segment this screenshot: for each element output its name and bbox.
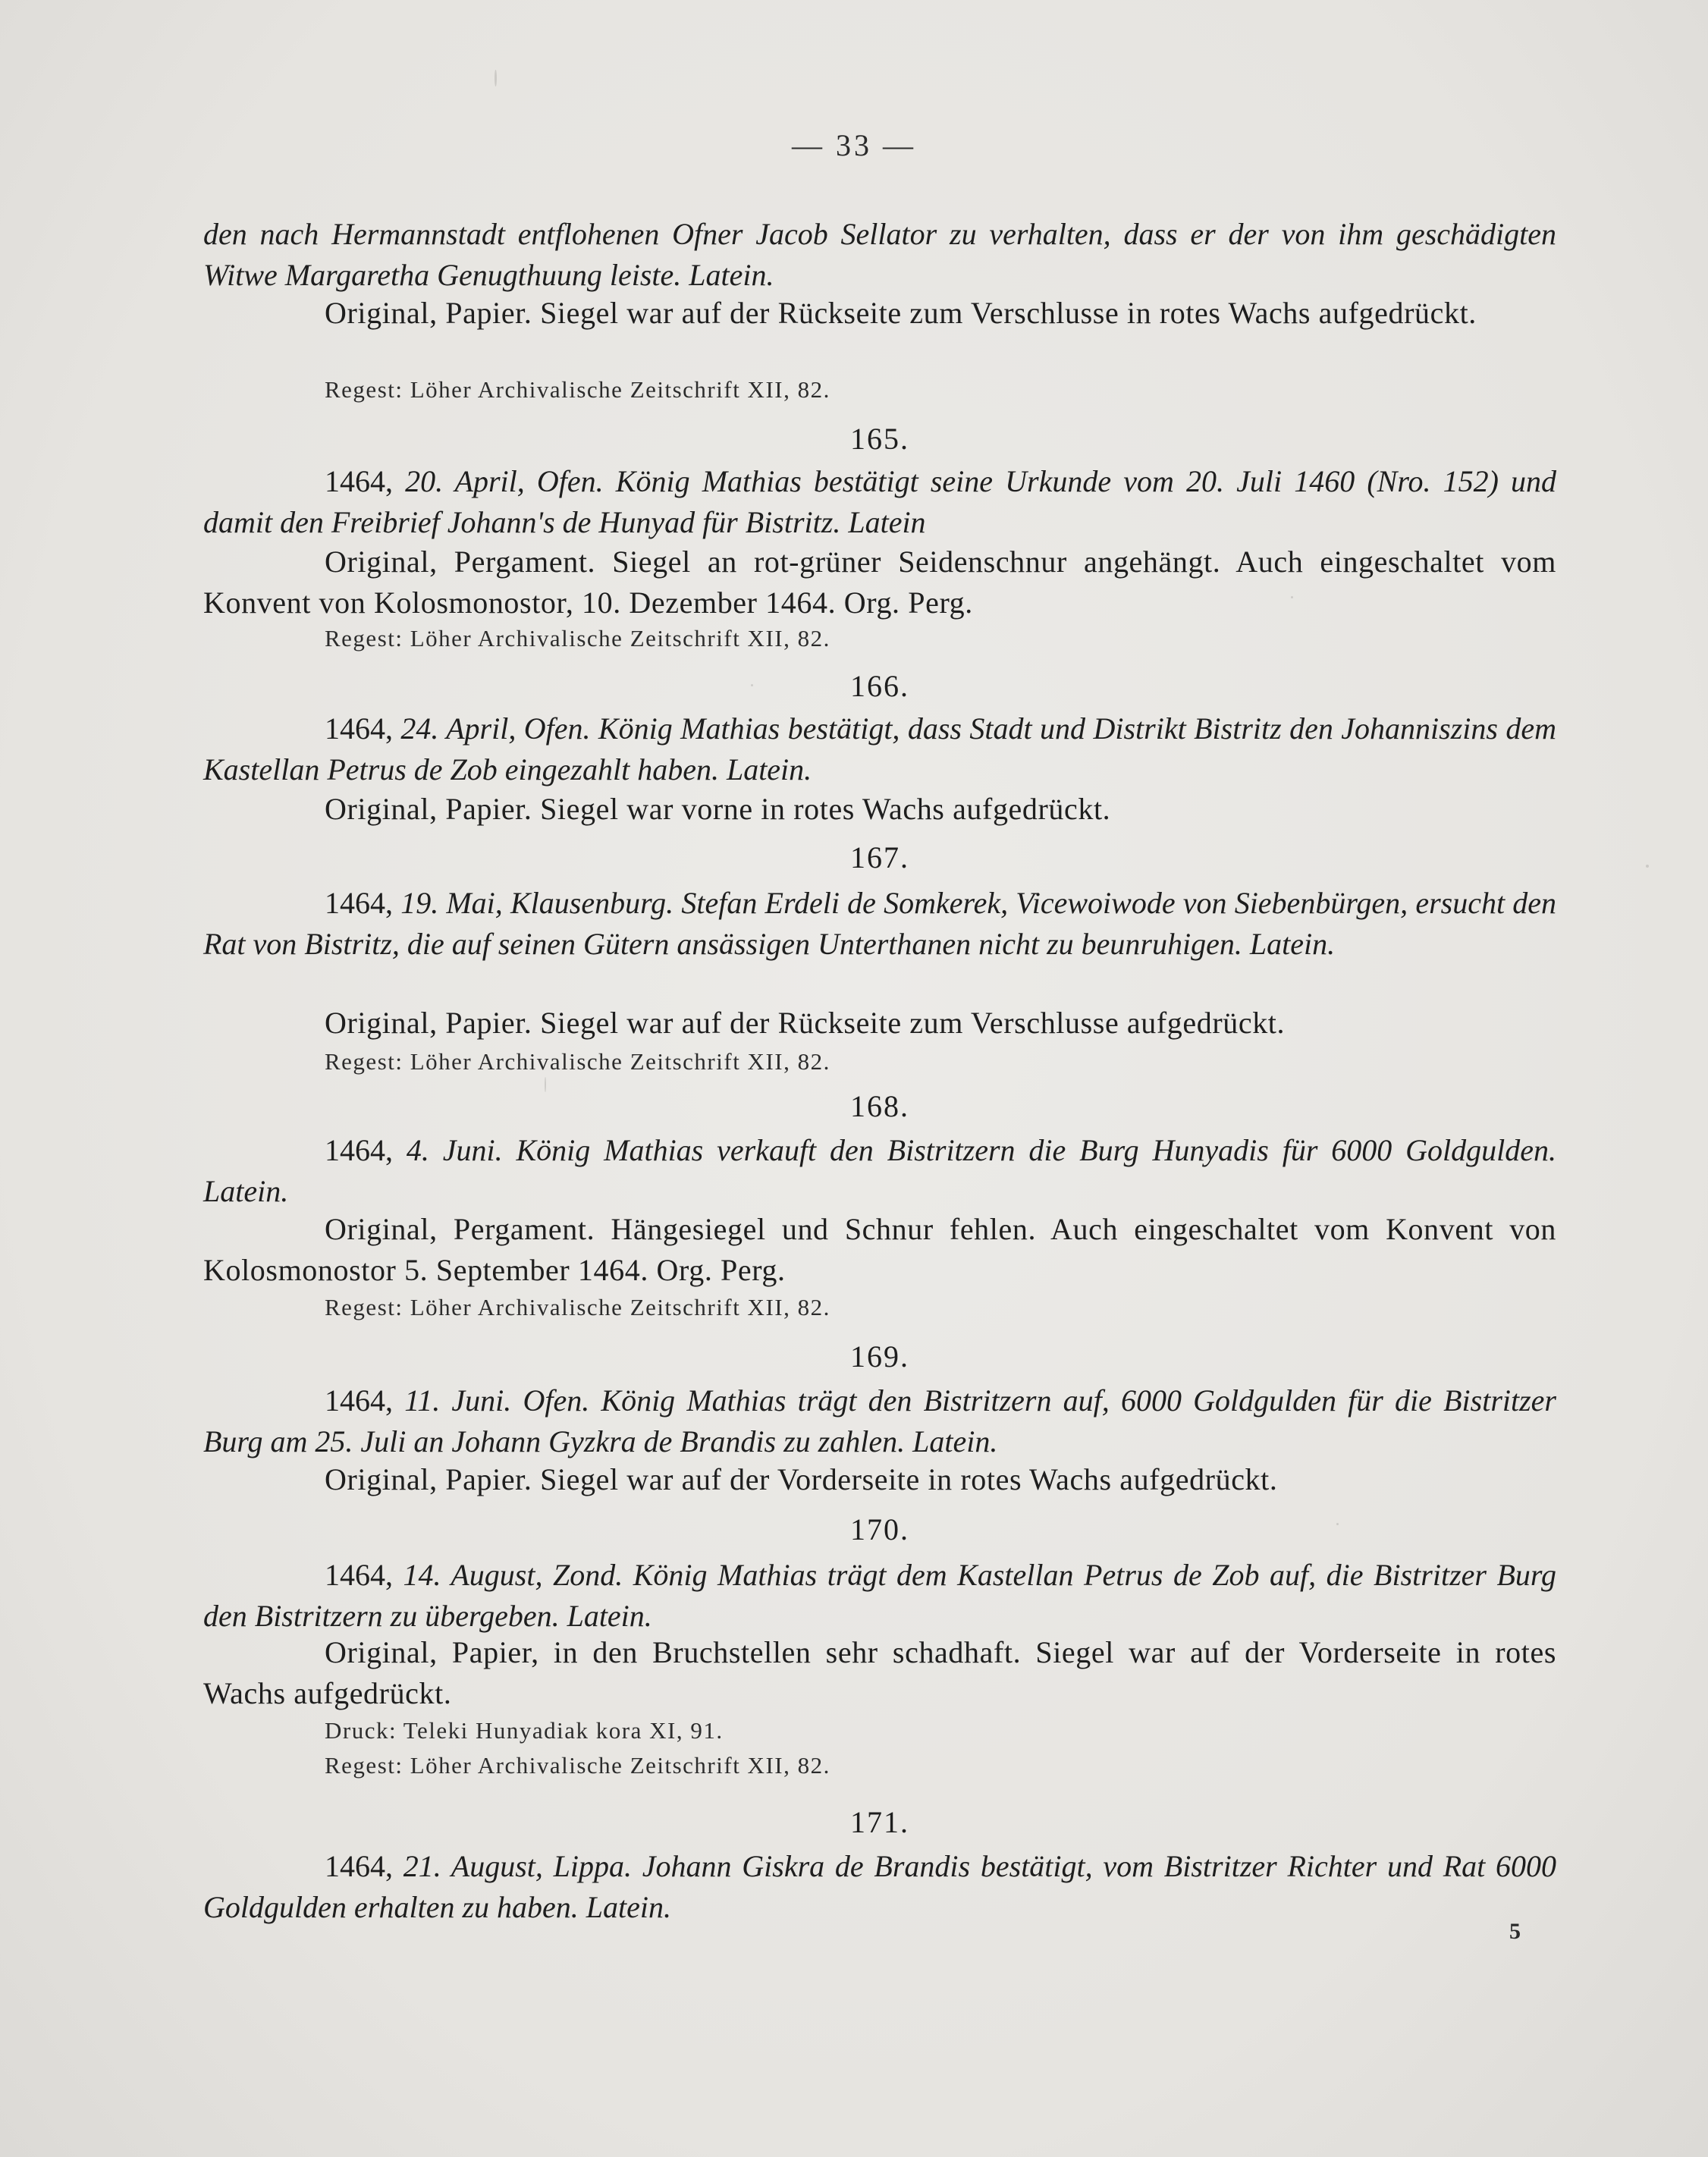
page-number: — 33 —	[792, 128, 916, 162]
entry-druck-170: Druck: Teleki Hunyadiak kora XI, 91.	[325, 1717, 724, 1744]
entry-original-166: Original, Papier. Siegel war vorne in rotes Wachs aufgedrückt.	[325, 792, 1111, 826]
entry-summary-165: 1464, 20. April, Ofen. König Mathias bestätigt seine Urkunde vom 20. Juli 1460 (Nro. 152) und damit den Freibrief Johann's de Hunyad für Bistritz. Latein	[203, 464, 1557, 539]
entry-number-165: 165.	[850, 422, 909, 456]
signature-mark: 5	[1509, 1919, 1521, 1944]
entry-date: 1464,	[325, 1558, 393, 1592]
intro-original-note: Original, Papier. Siegel war auf der Rückseite zum Verschlusse in rotes Wachs aufgedrückt.	[325, 296, 1477, 330]
entry-original-170: Original, Papier, in den Bruchstellen sehr schadhaft. Siegel war auf der Vorderseite in rotes Wachs aufgedrückt.	[203, 1635, 1556, 1710]
entry-summary-166: 1464, 24. April, Ofen. König Mathias bestätigt, dass Stadt und Distrikt Bistritz den Johanniszins dem Kastellan Petrus de Zob eingezahlt haben. Latein.	[203, 711, 1557, 787]
paper-speck	[1646, 865, 1649, 868]
entry-date: 1464,	[325, 711, 393, 746]
entry-number-170: 170.	[850, 1512, 909, 1546]
entry-original-165: Original, Pergament. Siegel an rot-grüner Seidenschnur angehängt. Auch eingeschaltet vom Konvent von Kolosmonostor, 10. Dezember 1464. Org. Perg.	[203, 545, 1556, 620]
entry-original-167: Original, Papier. Siegel war auf der Rückseite zum Verschlusse aufgedrückt.	[325, 1006, 1286, 1040]
entry-original-168: Original, Pergament. Hängesiegel und Schnur fehlen. Auch eingeschaltet vom Konvent von Kolosmonostor 5. September 1464. Org. Perg.	[203, 1212, 1556, 1287]
entry-summary-170: 1464, 14. August, Zond. König Mathias trägt dem Kastellan Petrus de Zob auf, die Bistritzer Burg den Bistritzern zu übergeben. Latein.	[203, 1558, 1557, 1633]
entry-date: 1464,	[325, 886, 393, 920]
paper-speck	[495, 70, 497, 86]
entry-summary-169: 1464, 11. Juni. Ofen. König Mathias trägt den Bistritzern auf, 6000 Goldgulden für die Bistritzer Burg am 25. Juli an Johann Gyzkra de Brandis zu zahlen. Latein.	[203, 1383, 1556, 1458]
entry-regest-168: Regest: Löher Archivalische Zeitschrift XII, 82.	[325, 1294, 830, 1320]
entry-number-171: 171.	[850, 1805, 909, 1839]
entry-regest-170: Regest: Löher Archivalische Zeitschrift XII, 82.	[325, 1752, 830, 1779]
entry-number-166: 166.	[850, 669, 909, 703]
paper-speck	[751, 684, 753, 686]
entry-date: 1464,	[325, 1133, 393, 1167]
paper-speck	[545, 1077, 546, 1092]
entry-date: 1464,	[325, 1849, 393, 1883]
entry-summary-171: 1464, 21. August, Lippa. Johann Giskra de Brandis bestätigt, vom Bistritzer Richter und Rat 6000 Goldgulden erhalten zu haben. Latein.	[203, 1849, 1556, 1924]
entry-regest-167: Regest: Löher Archivalische Zeitschrift XII, 82.	[325, 1048, 830, 1075]
intro-regest: Regest: Löher Archivalische Zeitschrift XII, 82.	[325, 376, 830, 403]
entry-number-168: 168.	[850, 1089, 909, 1123]
paper-speck	[1291, 596, 1293, 598]
entry-number-167: 167.	[850, 840, 909, 874]
entry-date: 1464,	[325, 464, 393, 498]
paper-speck	[1336, 1523, 1339, 1525]
entry-date: 1464,	[325, 1383, 393, 1418]
entry-summary-167: 1464, 19. Mai, Klausenburg. Stefan Erdeli de Somkerek, Vicewoiwode von Siebenbürgen, ersucht den Rat von Bistritz, die auf seinen Gütern ansässigen Unterthanen nicht zu beunruhigen. Latein.	[203, 886, 1557, 961]
entry-number-169: 169.	[850, 1339, 909, 1374]
entry-regest-165: Regest: Löher Archivalische Zeitschrift XII, 82.	[325, 625, 830, 651]
entry-summary-168: 1464, 4. Juni. König Mathias verkauft den Bistritzern die Burg Hunyadis für 6000 Goldgulden. Latein.	[203, 1133, 1556, 1208]
intro-summary: den nach Hermannstadt entflohenen Ofner Jacob Sellator zu verhalten, dass er der von ihm geschädigten Witwe Margaretha Genugthuung leiste. Latein.	[203, 217, 1556, 292]
entry-original-169: Original, Papier. Siegel war auf der Vorderseite in rotes Wachs aufgedrückt.	[325, 1462, 1278, 1496]
